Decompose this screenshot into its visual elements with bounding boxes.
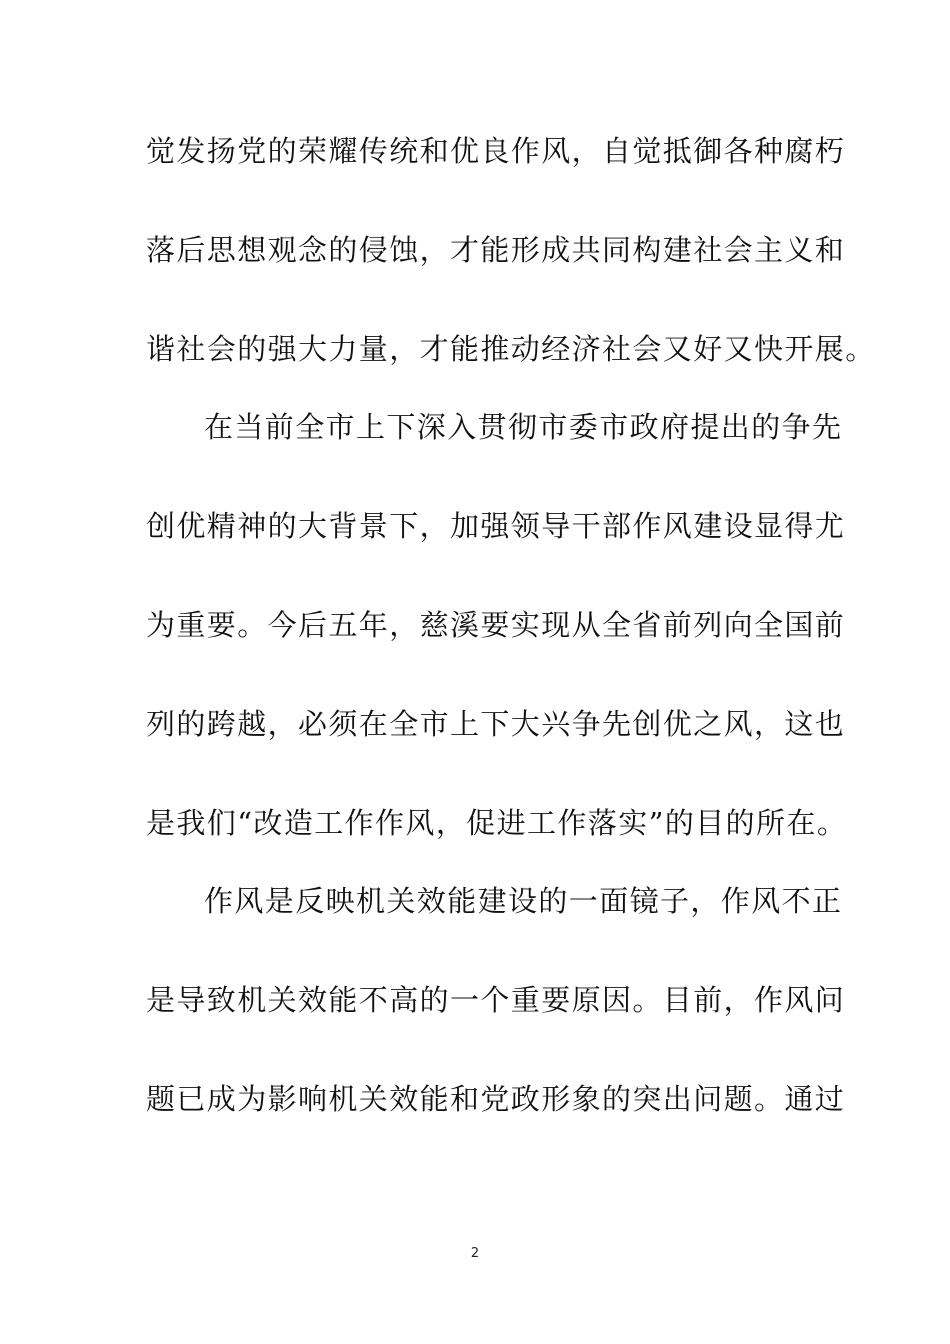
text-line: 创优精神的大背景下，加强领导干部作风建设显得尤 [146,509,846,543]
text-line: 谐社会的强大力量，才能推动经济社会又好又快开展。 [146,332,876,366]
text-line: 为重要。今后五年，慈溪要实现从全省前列向全国前 [146,608,846,642]
text-line: 觉发扬党的荣耀传统和优良作风，自觉抵御各种腐朽 [146,134,846,168]
paragraph-start-line: 在当前全市上下深入贯彻市委市政府提出的争先 [204,410,843,444]
text-line: 是我们“改造工作作风，促进工作落实”的目的所在。 [146,806,848,840]
paragraph-start-line: 作风是反映机关效能建设的一面镜子，作风不正 [204,884,843,918]
text-line: 题已成为影响机关效能和党政形象的突出问题。通过 [146,1082,846,1116]
text-line: 落后思想观念的侵蚀，才能形成共同构建社会主义和 [146,233,846,267]
text-line: 是导致机关效能不高的一个重要原因。目前，作风问 [146,983,846,1017]
page-number: 2 [470,1246,480,1261]
text-line: 列的跨越，必须在全市上下大兴争先创优之风，这也 [146,707,846,741]
